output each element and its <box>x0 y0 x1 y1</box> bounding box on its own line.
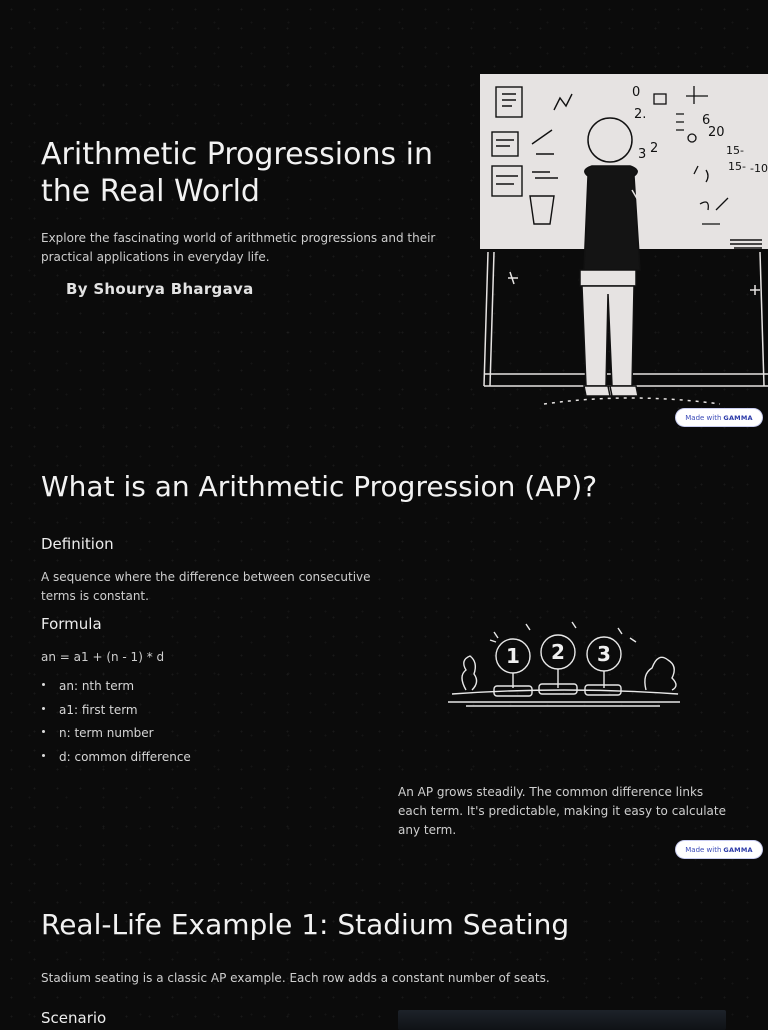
numbered-balloons-illustration <box>446 620 682 710</box>
badge-prefix: Made with <box>685 413 722 422</box>
definition-heading: Definition <box>41 535 114 553</box>
board-number: 2 <box>650 141 659 156</box>
gamma-logo-text: GAMMA <box>723 413 753 422</box>
definition-text: A sequence where the difference between consecutive terms is constant. <box>41 570 371 603</box>
hero-title: Arithmetic Progressions in the Real World <box>41 137 434 209</box>
hero-subtitle: Explore the fascinating world of arithmetic progressions and their practical applications in everyday life. <box>41 231 436 264</box>
balloon-number: 2 <box>551 640 565 664</box>
stadium-intro: Stadium seating is a classic AP example. Each row adds a constant number of seats. <box>41 971 550 985</box>
gamma-logo-text: GAMMA <box>723 845 753 854</box>
made-with-gamma-badge[interactable] <box>676 841 762 858</box>
badge-prefix: Made with <box>685 845 722 854</box>
board-number: 15- <box>728 160 746 173</box>
board-number: 15- <box>726 144 744 157</box>
board-number: 3 <box>638 147 647 162</box>
board-number: 20 <box>708 125 725 140</box>
formula-text: an = a1 + (n - 1) * d <box>41 650 165 664</box>
scenario-heading: Scenario <box>41 1009 107 1027</box>
author-byline: By Shourya Bhargava <box>66 280 254 298</box>
stadium-photo <box>398 1010 726 1030</box>
list-item: d: common difference <box>41 747 341 771</box>
formula-terms-list <box>41 676 341 770</box>
list-item: an: nth term <box>41 676 341 700</box>
balloon-number: 3 <box>597 642 611 666</box>
section-title-stadium: Real-Life Example 1: Stadium Seating <box>41 908 570 941</box>
made-with-gamma-badge[interactable] <box>676 409 762 426</box>
board-number: -10 <box>750 162 768 175</box>
ap-caption: An AP grows steadily. The common difference links each term. It's predictable, making it easy to calculate any term. <box>398 785 726 837</box>
board-number: 0 <box>632 85 641 100</box>
section-title-ap: What is an Arithmetic Progression (AP)? <box>41 470 598 503</box>
balloon-number: 1 <box>506 644 520 668</box>
board-number: 2. <box>634 107 647 122</box>
list-item: a1: first term <box>41 700 341 724</box>
teacher-at-whiteboard-illustration <box>480 74 768 410</box>
formula-heading: Formula <box>41 615 102 633</box>
list-item: n: term number <box>41 723 341 747</box>
board-number: 6 <box>702 113 711 128</box>
